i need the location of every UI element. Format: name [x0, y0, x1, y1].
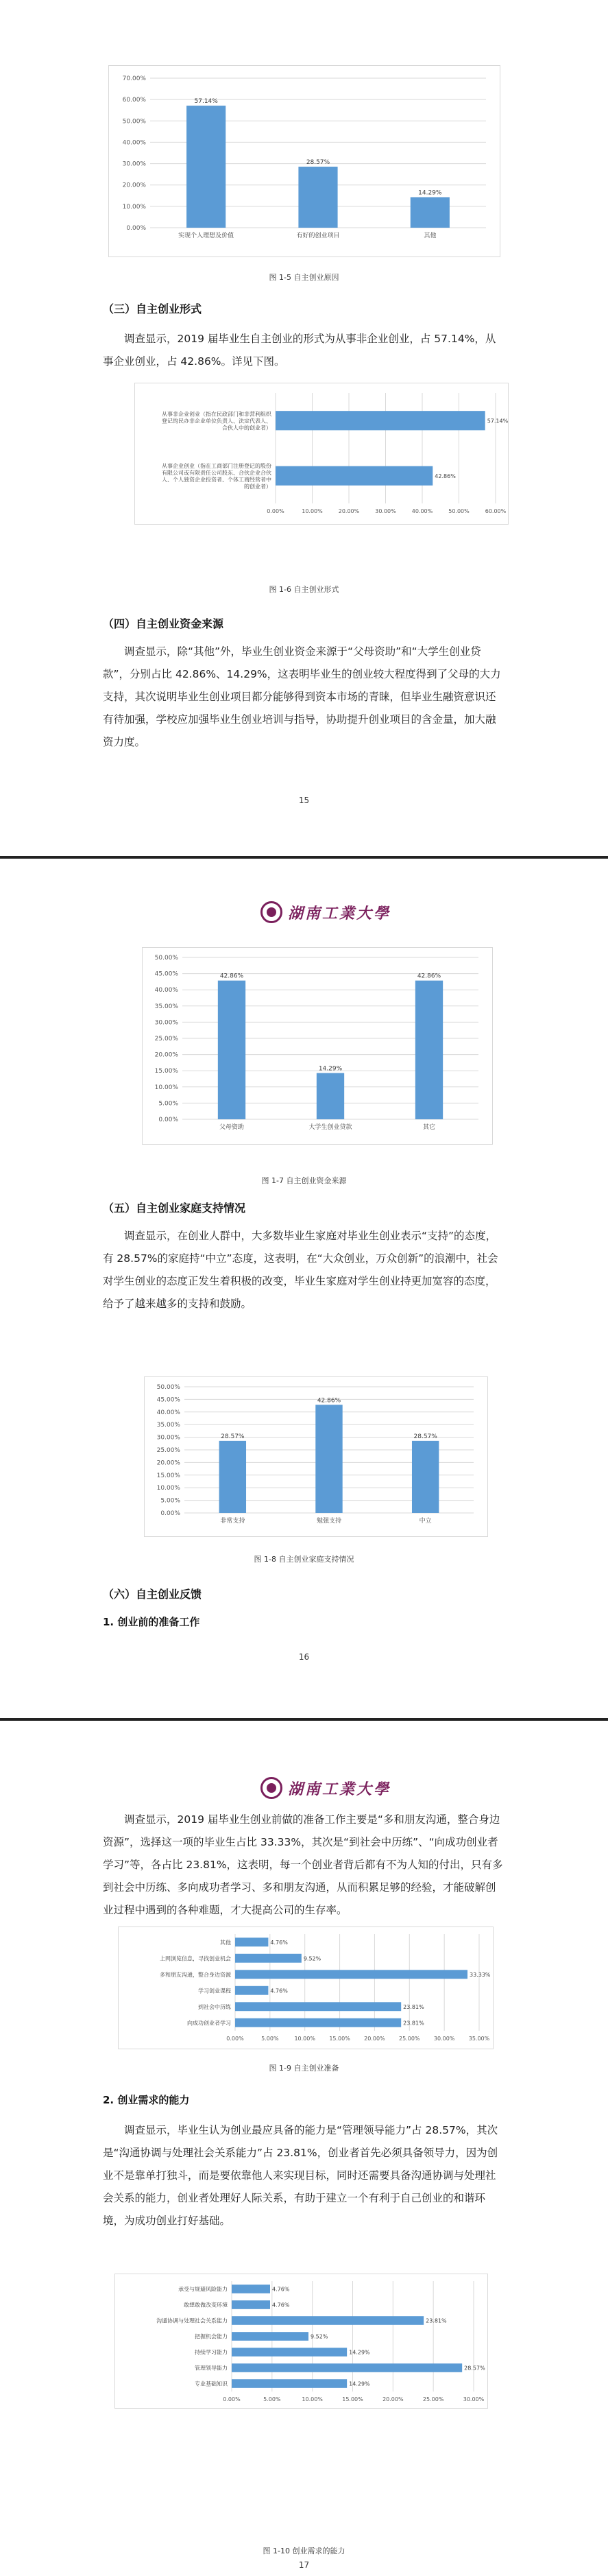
caption-c8: 图 1-8 自主创业家庭支持情况 [254, 1555, 354, 1564]
x-tick-label: 50.00% [448, 508, 470, 514]
y-tick-label: 50.00% [156, 1384, 180, 1391]
y-tick-label: 15.00% [154, 1068, 178, 1075]
data-label: 23.81% [403, 2020, 424, 2027]
y-tick-label: 60.00% [122, 97, 146, 104]
y-tick-label: 0.00% [126, 225, 146, 232]
para-s6: 调查显示，2019 届毕业生创业前做的准备工作主要是“多和朋友沟通，整合身边资源”，选择这一项的毕业生占比 33.33%，其次是“到社会中历练”、“向成功创业者学习”等，各占比 23.81%，这表明，每一个创业者背后都有不为人知的付出，只有多到社会中历练、多向成功者学习、多和朋友沟通，从而积累足够的经验，才能破解创业过程中遇到的各种难题，才大提高公司的生存率。 [103, 1813, 503, 1916]
page-separator [0, 1718, 608, 1721]
bar [235, 1986, 268, 1995]
university-logo: 湖南工業大學 [260, 901, 391, 923]
bar [276, 466, 433, 486]
y-tick-label: 5.00% [158, 1100, 178, 1108]
x-tick-label: 5.00% [261, 2036, 279, 2042]
data-label: 14.29% [318, 1065, 343, 1073]
x-tick-label: 20.00% [338, 508, 360, 514]
y-tick-label: 25.00% [154, 1036, 178, 1042]
y-tick-label: 20.00% [154, 1051, 178, 1059]
category-label: 学习创业课程 [198, 1988, 231, 1994]
page-number-17: 17 [298, 2560, 310, 2570]
caption-c10: 图 1-10 创业需求的能力 [263, 2547, 345, 2555]
y-tick-label: 30.00% [122, 160, 146, 168]
y-tick-label: 40.00% [154, 987, 178, 994]
y-tick-label: 10.00% [154, 1084, 178, 1091]
data-label: 23.81% [403, 2003, 424, 2010]
bar [317, 1073, 344, 1119]
page-17 [0, 1722, 608, 2576]
y-tick-label: 35.00% [154, 1003, 178, 1010]
x-tick-label: 40.00% [411, 508, 433, 514]
y-tick-label: 15.00% [156, 1472, 180, 1479]
category-label: 多和朋友沟通，整合身边资源 [160, 1971, 231, 1978]
university-seal-icon [260, 901, 282, 923]
x-tick-label: 勉强支持 [316, 1518, 342, 1525]
x-tick-label: 25.00% [422, 2396, 444, 2402]
para-s4: 调查显示，除“其他”外，毕业生创业资金来源于“父母资助”和“大学生创业贷款”，分别占比 42.86%、14.29%，这表明毕业生的创业较大程度得到了父母的大力支持，其次说明毕业生创业项目都分能够得到资本市场的青睐，但毕业生融资意识还有待加强，学校应加强毕业生创业培训与指导，协助提升创业项目的含金量，加大融资力度。 [103, 645, 501, 748]
category-label: 从事非企业创业（指在民政部门和非营利组织登记的民办非企业单位负责人、法定代表人、合伙人中的创业者） [162, 411, 271, 431]
bar [411, 197, 450, 228]
category-label: 上网浏览信息，寻找创业机会 [160, 1955, 231, 1962]
data-label: 4.76% [270, 1988, 288, 1994]
y-tick-label: 40.00% [122, 139, 146, 147]
data-label: 14.29% [349, 2381, 370, 2387]
category-label: 承受与规避风险能力 [178, 2286, 228, 2293]
bar [232, 2348, 347, 2357]
page-number-16: 16 [298, 1652, 310, 1662]
x-tick-label: 有好的创业项目 [296, 232, 340, 239]
x-tick-label: 0.00% [226, 2036, 244, 2042]
subheading-ability: 2. 创业需求的能力 [103, 2094, 190, 2106]
y-tick-label: 10.00% [156, 1485, 180, 1492]
category-label: 到社会中历练 [198, 2003, 231, 2010]
subheading-prep: 1. 创业前的准备工作 [103, 1616, 200, 1628]
x-tick-label: 60.00% [485, 508, 507, 514]
category-label: 其他 [220, 1939, 231, 1946]
y-tick-label: 40.00% [156, 1409, 180, 1416]
heading-s3: （三）自主创业形式 [103, 302, 202, 315]
x-tick-label: 20.00% [364, 2036, 385, 2042]
y-tick-label: 20.00% [156, 1459, 180, 1467]
data-label: 28.57% [221, 1433, 245, 1440]
bar [232, 2379, 347, 2388]
chart-c6 [134, 383, 509, 525]
y-tick-label: 5.00% [160, 1497, 180, 1505]
chart-c8 [144, 1376, 488, 1537]
x-tick-label: 15.00% [329, 2036, 350, 2042]
x-tick-label: 中立 [419, 1518, 432, 1525]
y-tick-label: 45.00% [156, 1396, 180, 1404]
bar [186, 106, 226, 228]
university-seal-icon [260, 1777, 282, 1799]
data-label: 4.76% [272, 2286, 290, 2293]
data-label: 57.14% [194, 98, 218, 106]
para-s5: 调查显示，在创业人群中，大多数毕业生家庭对毕业生创业表示“支持”的态度，有 28.57%的家庭持“中立”态度，这表明，在“大众创业，万众创新”的浪潮中，社会对学生创业的态度正发生着积极的改变，毕业生家庭对学生创业持更加宽容的态度，给予了越来越多的支持和鼓励。 [103, 1230, 498, 1310]
heading-s4: （四）自主创业资金来源 [103, 617, 224, 630]
y-tick-label: 35.00% [156, 1422, 180, 1429]
x-tick-label: 10.00% [302, 2396, 323, 2402]
data-label: 14.29% [349, 2349, 370, 2356]
category-label: 把握机会能力 [195, 2333, 228, 2340]
para-s3: 调查显示，2019 届毕业生自主创业的形式为从事非企业创业，占 57.14%，从事企业创业，占 42.86%。详见下图。 [103, 333, 496, 368]
university-logo: 湖南工業大學 [260, 1777, 391, 1799]
x-tick-label: 大学生创业贷款 [308, 1124, 352, 1131]
x-tick-label: 20.00% [382, 2396, 404, 2402]
chart-c5 [108, 65, 500, 257]
data-label: 33.33% [470, 1971, 491, 1978]
chart-c10 [114, 2274, 488, 2409]
data-label: 14.29% [418, 189, 442, 197]
caption-c5: 图 1-5 自主创业原因 [269, 273, 339, 282]
bar [415, 981, 443, 1119]
bar [235, 2002, 401, 2011]
x-tick-label: 实现个人理想及价值 [178, 232, 234, 239]
y-tick-label: 50.00% [154, 955, 178, 962]
heading-s5: （五）自主创业家庭支持情况 [103, 1202, 246, 1215]
heading-s6: （六）自主创业反馈 [103, 1588, 202, 1601]
bar [232, 2363, 462, 2372]
data-label: 57.14% [487, 418, 508, 425]
y-tick-label: 20.00% [122, 182, 146, 189]
page-15 [0, 0, 608, 854]
caption-c7: 图 1-7 自主创业资金来源 [261, 1176, 347, 1185]
bar [232, 2285, 270, 2293]
caption-c6: 图 1-6 自主创业形式 [269, 585, 339, 594]
page-16 [0, 860, 608, 1716]
category-label: 持续学习能力 [195, 2349, 228, 2356]
bar [219, 1441, 246, 1513]
x-tick-label: 0.00% [223, 2396, 241, 2402]
page-separator [0, 856, 608, 859]
caption-c9: 图 1-9 自主创业准备 [269, 2064, 339, 2073]
data-label: 28.57% [464, 2365, 485, 2372]
data-label: 9.52% [311, 2333, 328, 2340]
data-label: 42.86% [317, 1397, 341, 1405]
data-label: 9.52% [303, 1955, 321, 1962]
category-label: 专业基础知识 [195, 2381, 228, 2387]
y-tick-label: 45.00% [154, 970, 178, 978]
category-label: 向成功创业者学习 [187, 2020, 231, 2027]
y-tick-label: 0.00% [160, 1510, 180, 1517]
y-tick-label: 30.00% [154, 1019, 178, 1027]
x-tick-label: 25.00% [399, 2036, 420, 2042]
bar [412, 1441, 439, 1513]
x-tick-label: 30.00% [433, 2036, 455, 2042]
y-tick-label: 25.00% [156, 1447, 180, 1454]
category-label: 从事企业创业（指在工商部门注册登记的股份有限公司或有限责任公司股东、合伙企业合伙人、个人独资企业投资者、个体工商经营者中的创业者） [162, 462, 271, 490]
chart-c9 [118, 1927, 494, 2049]
x-tick-label: 30.00% [463, 2396, 485, 2402]
page-number-15: 15 [298, 796, 310, 805]
y-tick-label: 70.00% [122, 75, 146, 82]
x-tick-label: 10.00% [302, 508, 323, 514]
x-tick-label: 15.00% [342, 2396, 363, 2402]
bar [235, 2018, 401, 2027]
x-tick-label: 30.00% [375, 508, 396, 514]
bar [235, 1954, 302, 1963]
bar [232, 2300, 270, 2309]
x-tick-label: 父母资助 [219, 1124, 245, 1131]
bar [276, 411, 485, 430]
y-tick-label: 10.00% [122, 203, 146, 211]
x-tick-label: 其它 [422, 1124, 436, 1131]
para-ability: 调查显示，毕业生认为创业最应具备的能力是“管理领导能力”占 28.57%，其次是“沟通协调与处理社会关系能力”占 23.81%，创业者首先必须具备领导力，因为创业不是靠单打独斗，而是要依靠他人来实现目标，同时还需要具备沟通协调与处理社会关系的能力，创业者处理好人际关系，有助于建立一个有利于自己创业的和谐环境，为成功创业打好基础。 [103, 2124, 498, 2227]
x-tick-label: 35.00% [468, 2036, 490, 2042]
category-label: 管理领导能力 [195, 2365, 228, 2372]
x-tick-label: 5.00% [263, 2396, 281, 2402]
y-tick-label: 0.00% [158, 1117, 178, 1123]
bar [315, 1405, 342, 1513]
data-label: 28.57% [413, 1433, 437, 1440]
bar [218, 981, 245, 1119]
x-tick-label: 非常支持 [220, 1518, 245, 1525]
bar [298, 167, 337, 228]
data-label: 28.57% [306, 159, 330, 167]
y-tick-label: 50.00% [122, 118, 146, 126]
data-label: 4.76% [270, 1939, 288, 1946]
data-label: 42.86% [417, 973, 441, 980]
bar [232, 2316, 424, 2325]
x-tick-label: 0.00% [267, 508, 284, 514]
category-label: 沟通协调与处理社会关系能力 [156, 2317, 228, 2324]
data-label: 42.86% [435, 473, 456, 479]
bar [232, 2332, 308, 2341]
category-label: 敢想敢做改变环境 [184, 2302, 228, 2309]
y-tick-label: 30.00% [156, 1434, 180, 1442]
x-tick-label: 10.00% [294, 2036, 315, 2042]
chart-c7 [142, 947, 493, 1145]
bar [235, 1970, 467, 1979]
data-label: 4.76% [272, 2302, 290, 2309]
data-label: 42.86% [219, 973, 244, 980]
x-tick-label: 其他 [424, 232, 437, 239]
data-label: 23.81% [426, 2317, 447, 2324]
bar [235, 1937, 268, 1946]
